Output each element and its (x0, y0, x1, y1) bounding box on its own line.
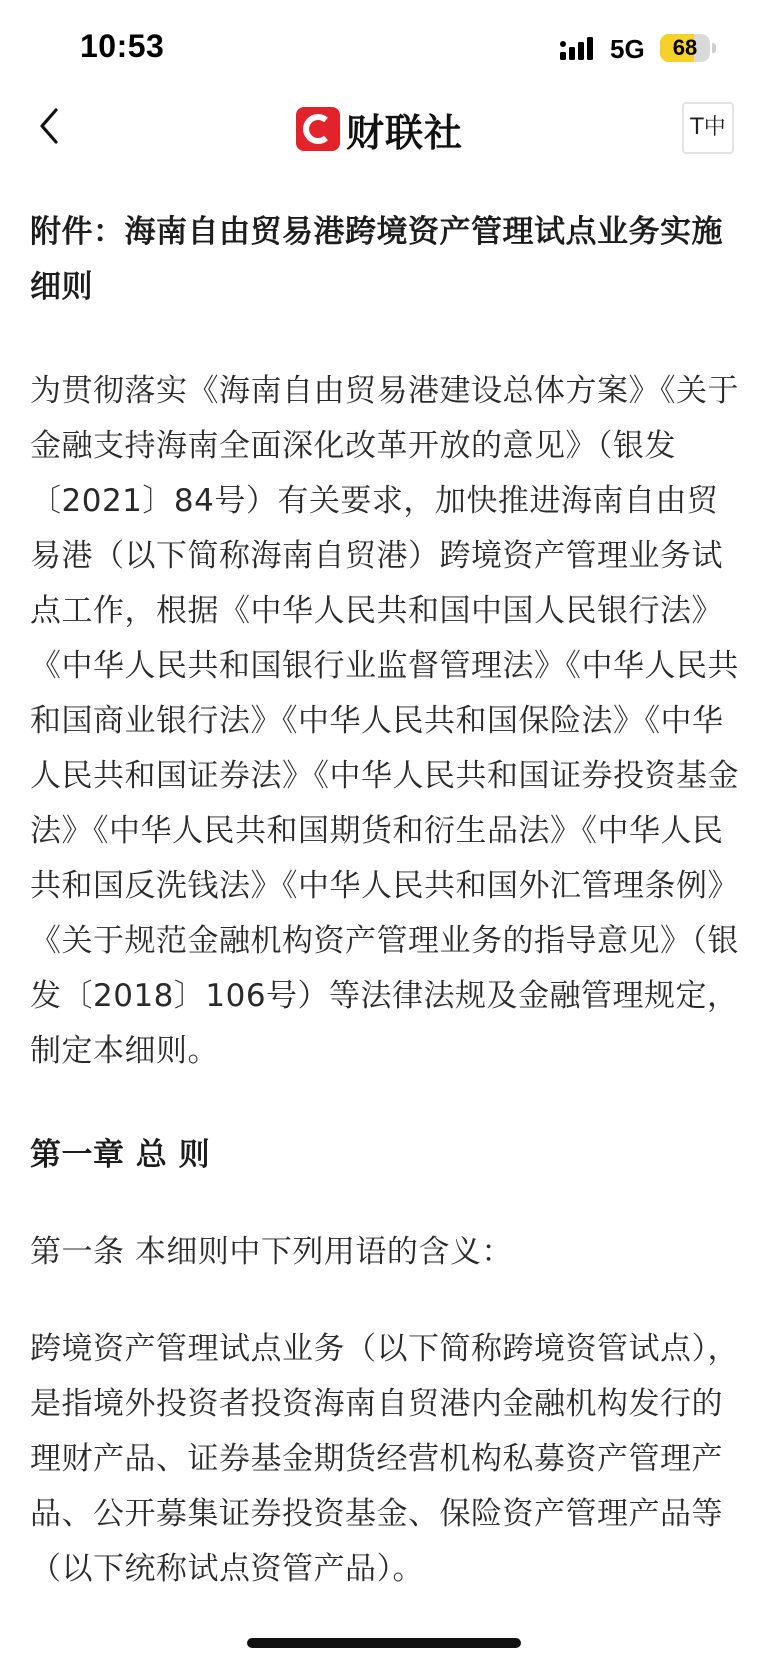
battery-icon (660, 34, 710, 62)
article-body (30, 205, 740, 1597)
app-logo (296, 106, 464, 155)
back-button[interactable] (30, 104, 74, 148)
article-title: 附件：海南自由贸易港跨境资产管理试点业务实施细则 (30, 214, 723, 305)
network-label: 5G (610, 34, 645, 64)
article-1-heading: 第一条 本细则中下列用语的含义： (30, 1234, 513, 1270)
battery-level: 68 (672, 35, 698, 60)
status-time: 10:53 (80, 28, 165, 64)
logo-text: 财联社 (346, 110, 464, 155)
logo-mark-icon (296, 107, 340, 151)
chevron-left-icon (30, 104, 74, 148)
home-indicator[interactable] (247, 1638, 521, 1648)
font-size-toggle-button[interactable]: T中 (682, 102, 734, 154)
signal-icon (560, 36, 600, 64)
definition-paragraph: 跨境资产管理试点业务（以下简称跨境资管试点），是指境外投资者投资海南自贸港内金融机构发行的理财产品、证券基金期货经营机构私募资产管理产品、公开募集证券投资基金、保险资产管理产品等（以下统称试点资管产品）。 (30, 1331, 739, 1587)
nav-bar (0, 90, 768, 170)
status-bar (0, 0, 768, 90)
article-intro-paragraph: 为贯彻落实《海南自由贸易港建设总体方案》《关于金融支持海南全面深化改革开放的意见》（银发〔2021〕84号）有关要求，加快推进海南自由贸易港（以下简称海南自贸港）跨境资产管理业务试点工作，根据《中华人民共和国中国人民银行法》《中华人民共和国银行业监督管理法》《中华人民共和国商业银行法》《中华人民共和国保险法》《中华人民共和国证券法》《中华人民共和国证券投资基金法》《中华人民共和国期货和衍生品法》《中华人民共和国反洗钱法》《中华人民共和国外汇管理条例》《关于规范金融机构资产管理业务的指导意见》（银发〔2018〕106号）等法律法规及金融管理规定，制定本细则。 (30, 373, 739, 1069)
chapter-heading: 第一章 总 则 (30, 1137, 211, 1173)
battery-tip (712, 43, 716, 53)
